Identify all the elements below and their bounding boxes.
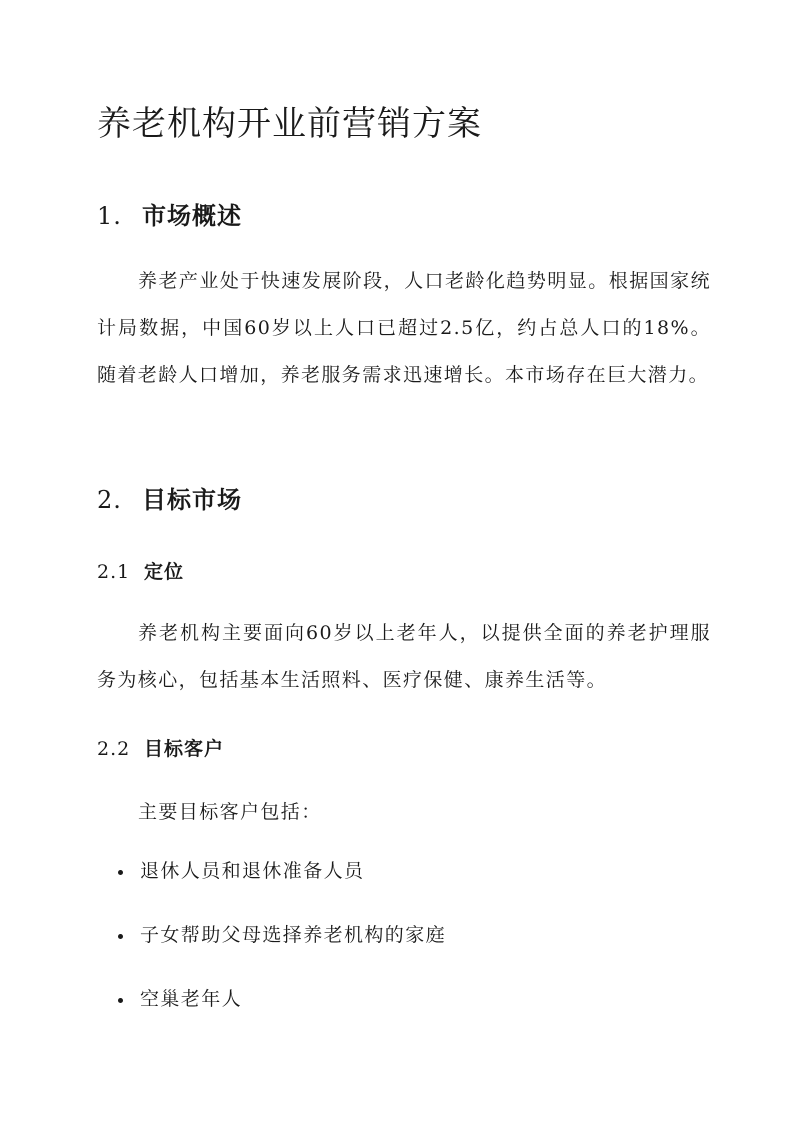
section-heading-target-market [97,480,242,515]
section-title: 目标市场 [142,485,242,514]
bullet-icon [118,998,123,1003]
list-item-text: 子女帮助父母选择养老机构的家庭 [140,924,447,946]
market-overview-paragraph: 养老产业处于快速发展阶段，人口老龄化趋势明显。根据国家统计局数据，中国60岁以上人口已超过2.5亿，约占总人口的18%。随着老龄人口增加，养老服务需求迅速增长。本市场存在巨大潜力。 [97,270,711,386]
target-customers-intro: 主要目标客户包括： [138,801,322,823]
section-number: 1. [97,202,122,230]
list-item [118,980,446,1044]
list-item-text: 空巢老年人 [140,988,243,1010]
list-item [118,916,446,980]
bullet-icon [118,934,123,939]
list-item [118,852,446,916]
bullet-icon [118,870,123,875]
section-heading-market-overview [97,196,242,231]
target-customers-list [118,852,446,1044]
positioning-paragraph: 养老机构主要面向60岁以上老年人，以提供全面的养老护理服务为核心，包括基本生活照料、医疗保健、康养生活等。 [97,622,711,691]
list-item-text: 退休人员和退休准备人员 [140,860,365,882]
subsection-number: 2.1 [97,561,131,583]
section-title: 市场概述 [142,201,242,230]
document-title: 养老机构开业前营销方案 [97,104,482,144]
subsection-heading-target-customers [97,734,224,761]
subsection-title: 定位 [144,561,185,583]
subsection-heading-positioning [97,557,184,584]
subsection-number: 2.2 [97,738,131,760]
section-number: 2. [97,486,122,514]
subsection-title: 目标客户 [144,738,225,760]
